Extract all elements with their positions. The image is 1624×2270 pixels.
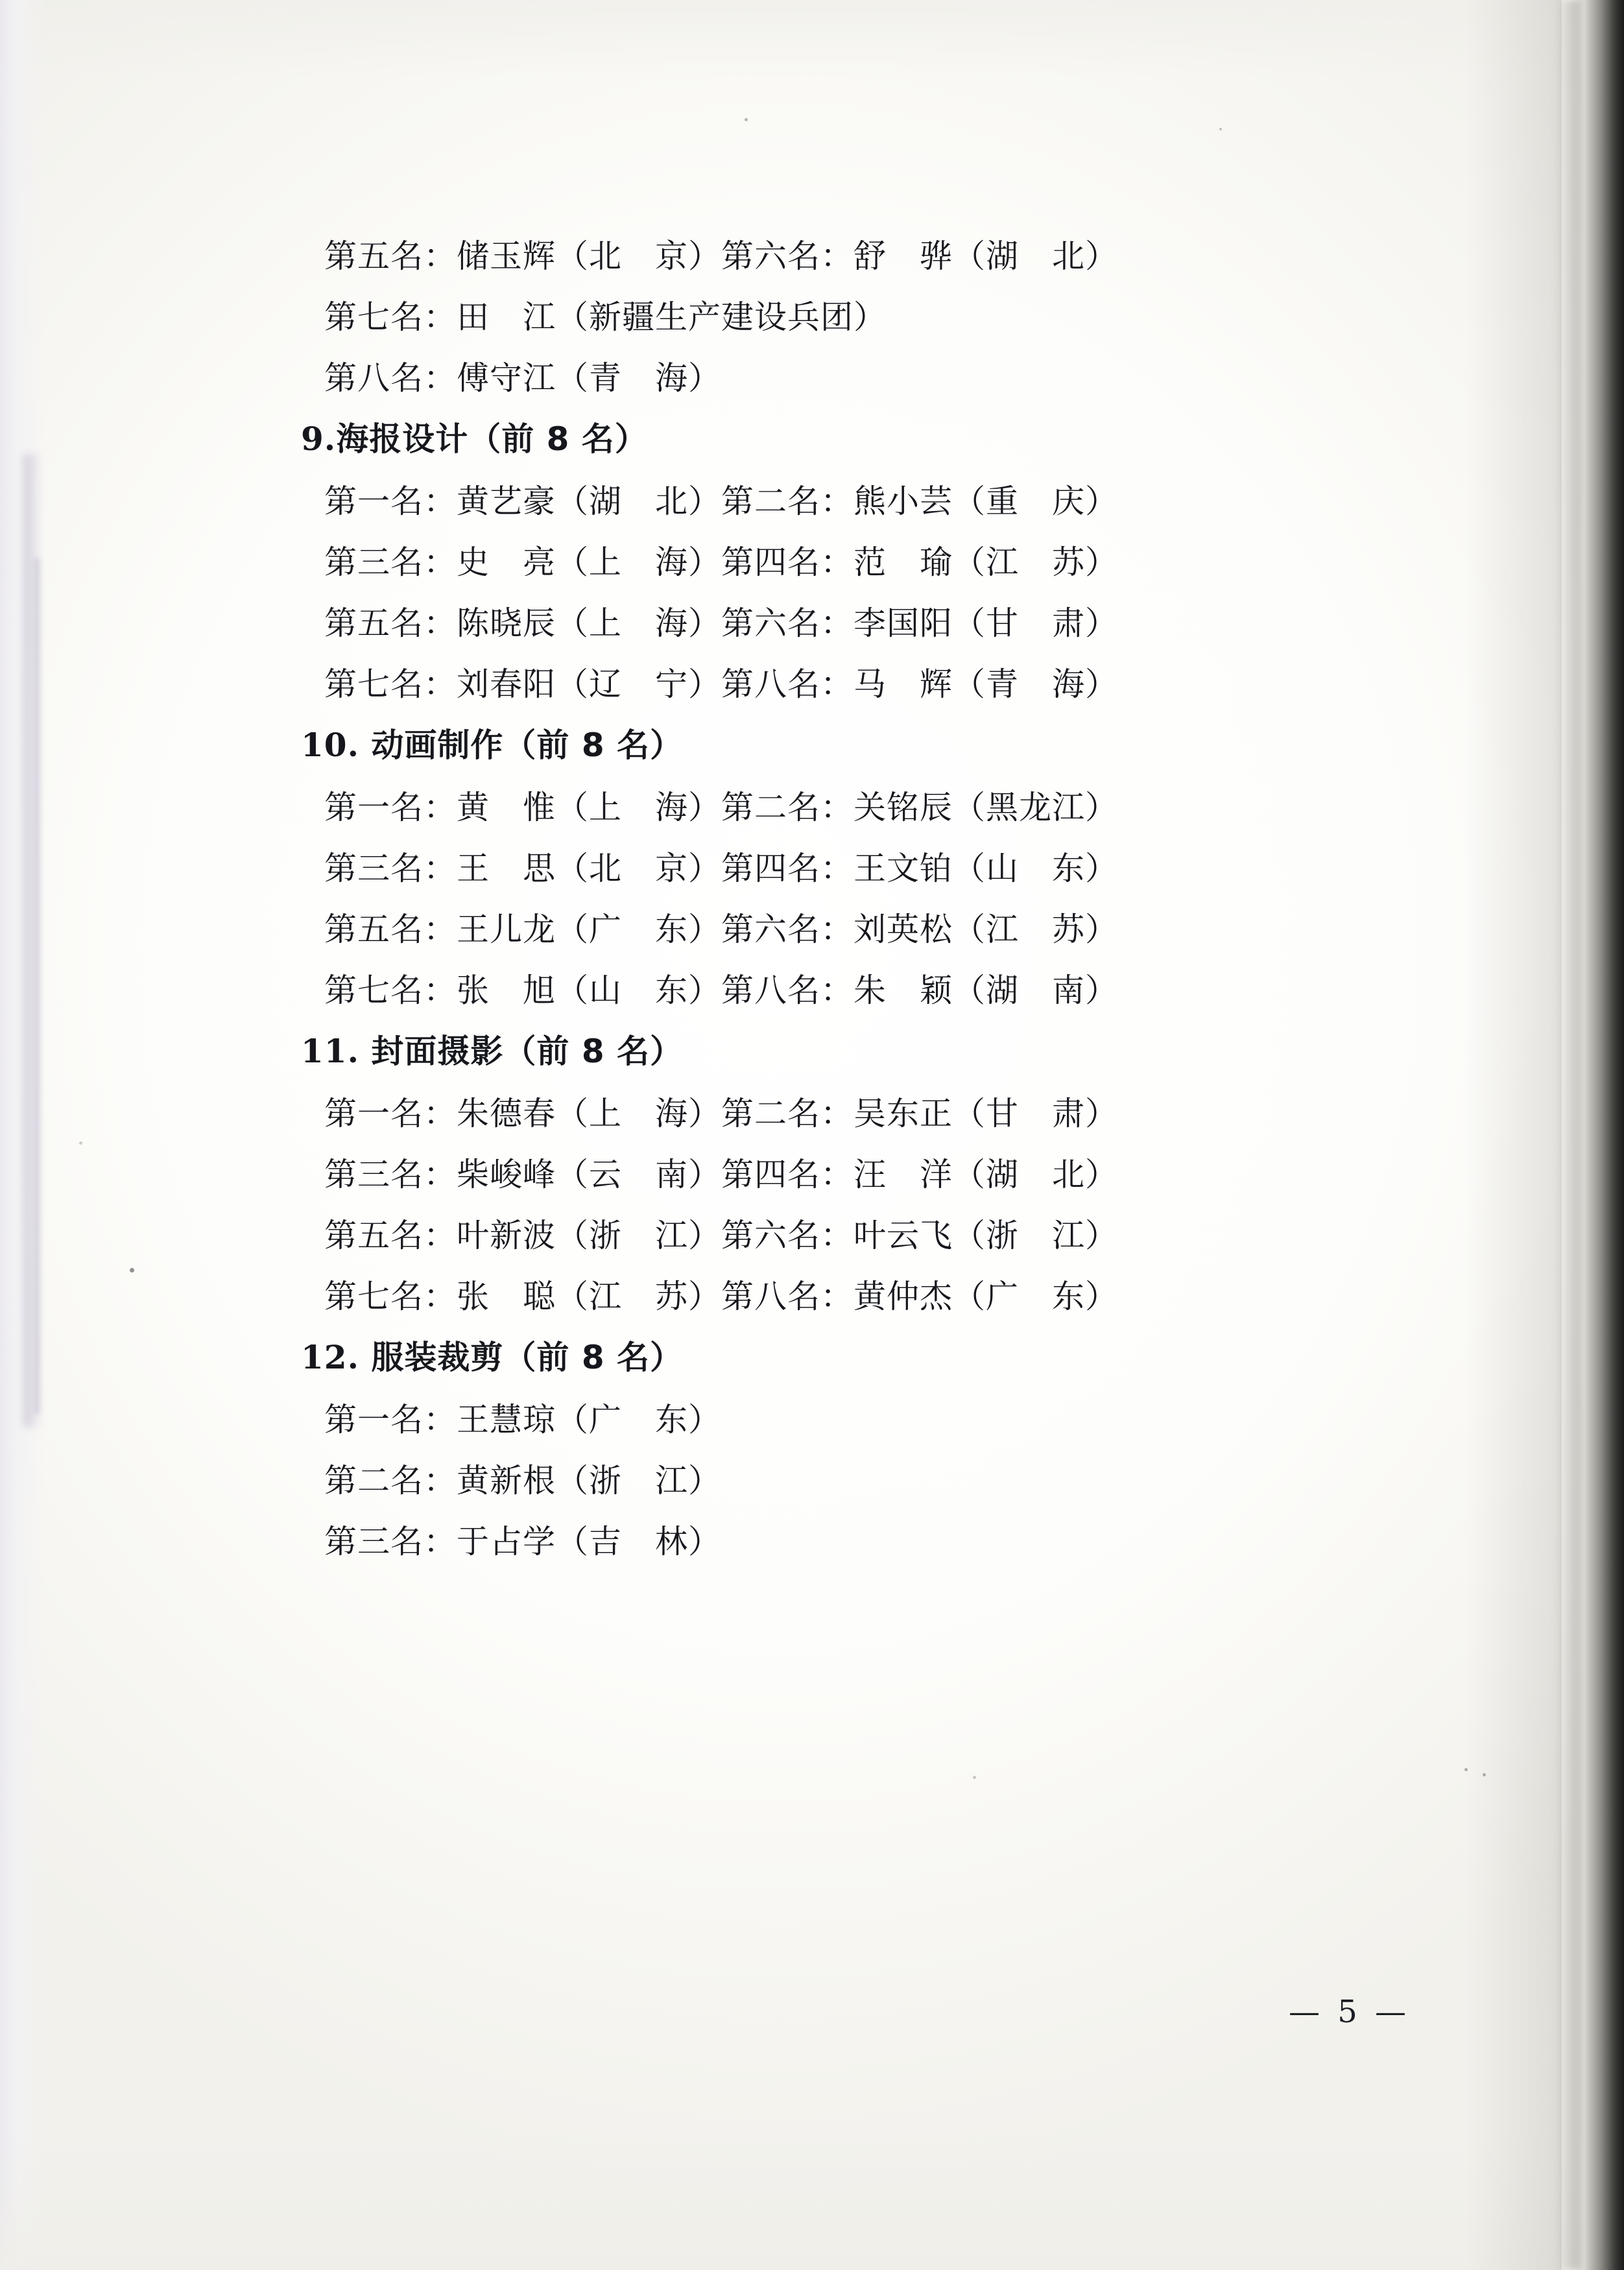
result-group-garment-cutting: [301, 1338, 1362, 1560]
section-heading: [301, 726, 1362, 764]
scan-speck: [130, 1268, 134, 1272]
result-line: 第五名：叶新波（浙 江）第六名：叶云飞（浙 江）: [324, 1217, 1118, 1254]
scan-speck: [1464, 1768, 1468, 1771]
result-line: 第七名：张 聪（江 苏）第八名：黄仲杰（广 东）: [324, 1278, 1118, 1315]
result-line: 第一名：黄艺豪（湖 北）第二名：熊小芸（重 庆）: [324, 483, 1118, 520]
result-line: 第三名：柴峻峰（云 南）第四名：汪 洋（湖 北）: [324, 1156, 1118, 1193]
result-group-animation: [301, 726, 1362, 1009]
result-line: 第五名：陈晓辰（上 海）第六名：李国阳（甘 肃）: [324, 604, 1118, 642]
scan-speck: [745, 118, 748, 121]
scan-top-shading: [0, 0, 1624, 78]
scan-right-soft-shadow: [1464, 0, 1562, 2270]
result-line: 第五名：储玉辉（北 京）第六名：舒 骅（湖 北）: [324, 237, 1118, 275]
scan-speck: [1219, 128, 1222, 130]
result-line: 第七名：张 旭（山 东）第八名：朱 颖（湖 南）: [324, 972, 1118, 1009]
result-group-poster-design: [301, 420, 1362, 703]
page-number: — 5 —: [1288, 1994, 1410, 2030]
scan-speck: [1483, 1773, 1486, 1776]
section-number: 9.: [301, 420, 337, 458]
scan-speck: [79, 1141, 82, 1145]
scan-left-crease-secondary: [35, 558, 42, 1414]
result-line: 第七名：田 江（新疆生产建设兵团）: [324, 298, 887, 336]
section-title: 封面摄影（前 8 名）: [371, 1033, 684, 1070]
section-number: 12.: [301, 1338, 359, 1376]
scan-bottom-shading: [0, 2134, 1624, 2270]
section-title: 海报设计（前 8 名）: [336, 420, 648, 458]
result-line: 第五名：王儿龙（广 东）第六名：刘英松（江 苏）: [324, 911, 1118, 948]
scan-right-curl-shadow: [1555, 0, 1585, 2270]
result-group-cover-photography: [301, 1032, 1362, 1315]
result-line: 第一名：王慧琼（广 东）: [324, 1401, 721, 1439]
section-heading: [301, 1032, 1362, 1070]
result-line: 第一名：黄 惟（上 海）第二名：关铭辰（黑龙江）: [324, 789, 1118, 826]
scan-left-crease: [23, 454, 40, 1427]
result-line: 第三名：王 思（北 京）第四名：王文铂（山 东）: [324, 850, 1118, 887]
section-title: 服装裁剪（前 8 名）: [371, 1339, 684, 1376]
scan-right-dark-edge: [1573, 0, 1624, 2270]
scan-left-edge-shading: [0, 0, 45, 2270]
result-group-continued: [324, 237, 1362, 397]
section-heading: [301, 1338, 1362, 1376]
section-number: 11.: [301, 1032, 359, 1070]
result-line: 第二名：黄新根（浙 江）: [324, 1462, 721, 1499]
section-heading: [301, 420, 1362, 458]
result-line: 第三名：于占学（吉 林）: [324, 1523, 721, 1560]
scan-speck: [973, 1776, 976, 1779]
result-line: 第八名：傅守江（青 海）: [324, 359, 721, 397]
result-line: 第三名：史 亮（上 海）第四名：范 瑜（江 苏）: [324, 544, 1118, 581]
section-title: 动画制作（前 8 名）: [371, 726, 684, 764]
document-body: [301, 237, 1362, 1586]
result-line: 第七名：刘春阳（辽 宁）第八名：马 辉（青 海）: [324, 665, 1118, 703]
section-number: 10.: [301, 726, 359, 764]
result-line: 第一名：朱德春（上 海）第二名：吴东正（甘 肃）: [324, 1095, 1118, 1132]
